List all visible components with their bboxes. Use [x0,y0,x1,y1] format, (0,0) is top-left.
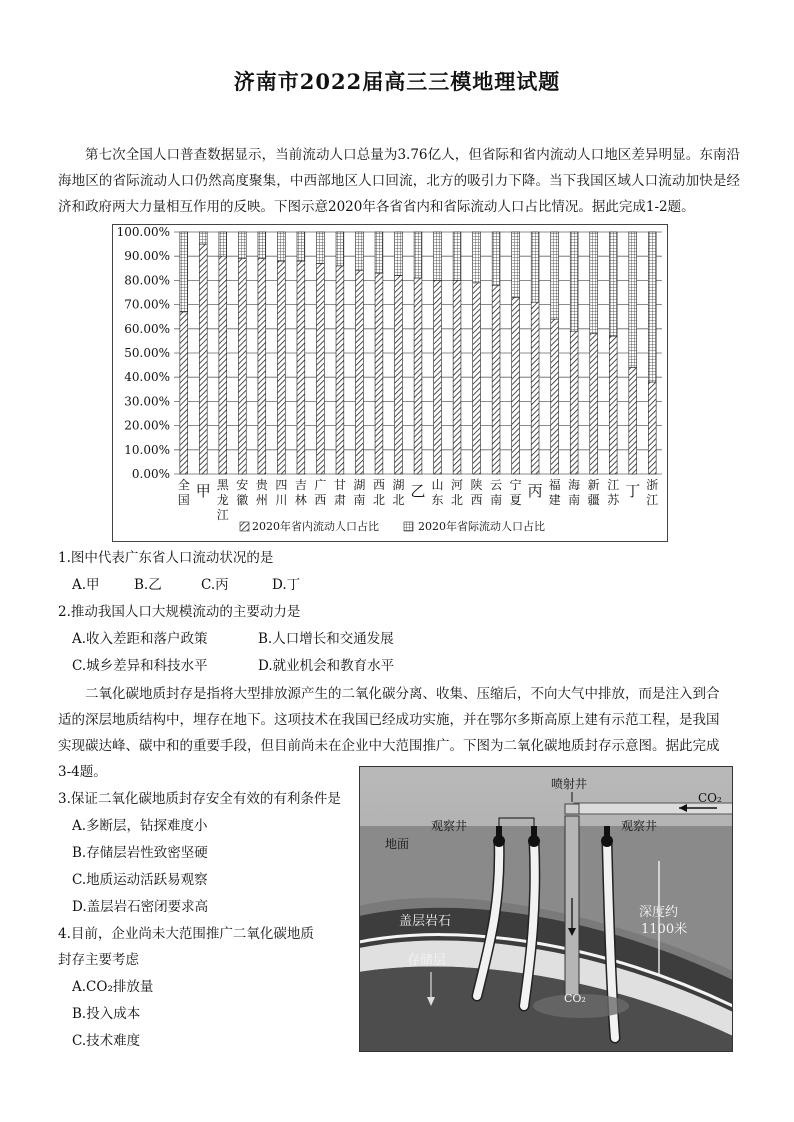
bar-inter-province [316,232,324,263]
q3-option-b[interactable]: B.存储层岩性致密坚硬 [72,845,208,861]
legend-swatch-inter [404,522,413,531]
x-category-label: 丁 [625,482,641,500]
y-tick-label: 80.00% [124,273,170,288]
legend-swatch-intra [240,522,249,531]
bar-intra-province [219,256,227,474]
x-category-label: 北 [392,493,405,507]
bar-intra-province [473,283,481,474]
intro-passage-2-line-1: 二氧化碳地质封存是指将大型排放源产生的二氧化碳分离、收集、压缩后，不向大气中排放，而是注入到合 [85,686,720,702]
legend-label-inter: 2020年省际流动人口占比 [418,520,545,533]
bar-inter-province [336,232,344,266]
question-1-stem: 1.图中代表广东省人口流动状况的是 [58,550,274,566]
bar-intra-province [609,336,617,474]
depth-label-line-2: 1100米 [641,922,688,937]
y-tick-label: 0.00% [131,467,170,481]
x-category-label: 南 [568,493,581,507]
bar-intra-province [512,297,520,474]
x-category-label: 陕 [470,478,483,492]
q4-option-a[interactable]: A.CO₂排放量 [72,979,154,995]
x-category-label: 乙 [410,482,426,500]
bar-intra-province [551,319,559,474]
x-category-label: 龙 [216,493,229,507]
x-category-label: 福 [548,478,561,492]
co2-inlet-label: CO₂ [698,791,722,805]
bar-intra-province [590,334,598,474]
bar-inter-province [375,232,383,273]
q3-option-c[interactable]: C.地质运动活跃易观察 [72,872,208,888]
x-category-label: 西 [470,493,483,507]
q1-option-a[interactable]: A.甲 [72,577,100,593]
x-category-label: 浙 [646,478,659,492]
x-category-label: 西 [314,493,327,507]
x-category-label: 新 [587,478,600,492]
bar-inter-province [277,232,285,261]
y-tick-label: 70.00% [124,297,170,312]
y-tick-label: 10.00% [124,442,170,457]
bar-inter-province [590,232,598,334]
bar-inter-province [180,232,188,312]
question-3-stem: 3.保证二氧化碳地质封存安全有效的有利条件是 [58,791,341,807]
bar-inter-province [395,232,403,276]
bar-intra-province [434,280,442,474]
depth-label-line-1: 深度约 [639,905,679,920]
x-category-label: 贵 [255,478,268,492]
x-category-label: 林 [294,493,307,507]
q1-option-b[interactable]: B.乙 [134,577,162,593]
x-category-label: 吉 [294,478,307,492]
y-tick-label: 100.00% [116,225,170,239]
injection-well-head [565,804,579,814]
x-category-label: 山 [431,478,444,492]
x-category-label: 湖 [353,478,366,492]
bar-inter-province [219,232,227,256]
x-category-label: 东 [431,493,444,507]
q2-option-b[interactable]: B.人口增长和交通发展 [258,631,394,647]
intro-passage-2-line-3: 实现碳达峰、碳中和的重要手段，但目前尚未在企业中大范围推广。下图为二氧化碳地质封存示意图。据此完成 [58,738,720,754]
y-tick-label: 60.00% [124,321,170,336]
question-4-stem-line-2: 封存主要考虑 [58,952,139,968]
x-category-label: 海 [568,478,581,492]
bar-intra-province [356,271,364,474]
bar-inter-province [609,232,617,336]
bar-intra-province [180,312,188,474]
observation-well-right-label: 观察井 [621,819,658,833]
bar-intra-province [336,266,344,474]
x-category-label: 夏 [509,493,522,507]
bar-intra-province [648,382,656,474]
x-category-label: 肃 [333,493,346,507]
x-category-label: 北 [451,493,464,507]
x-category-label: 四 [275,478,288,492]
injection-well-label: 喷射井 [551,777,588,791]
storage-layer-label: 存储层 [407,953,447,968]
bar-intra-province [277,261,285,474]
q2-option-a[interactable]: A.收入差距和落户政策 [72,631,208,647]
bar-intra-province [492,285,500,474]
question-2-stem: 2.推动我国人口大规模流动的主要动力是 [58,604,301,620]
bar-intra-province [238,259,246,474]
question-4-stem-line-1: 4.目前，企业尚未大范围推广二氧化碳地质 [58,926,314,942]
bar-intra-province [570,331,578,474]
q1-option-d[interactable]: D.丁 [272,577,301,593]
x-category-label: 川 [275,493,288,507]
bar-inter-province [648,232,656,382]
x-category-label: 甲 [195,482,211,500]
bar-intra-province [297,261,305,474]
bar-inter-province [531,232,539,302]
x-category-label: 河 [451,478,464,492]
co2-storage-diagram [359,766,733,1052]
bar-intra-province [629,368,637,474]
x-category-label: 州 [255,493,268,507]
x-category-label: 南 [353,493,366,507]
bar-inter-province [199,232,207,244]
x-category-label: 江 [216,508,229,522]
observation-well-left-label: 观察井 [431,819,468,833]
x-category-label: 西 [372,478,385,492]
x-category-label: 丙 [527,482,543,500]
q3-option-a[interactable]: A.多断层，钻探难度小 [72,818,208,834]
y-tick-label: 30.00% [124,394,170,409]
x-category-label: 疆 [587,493,600,507]
bar-inter-province [414,232,422,278]
bar-intra-province [414,278,422,474]
x-category-label: 南 [490,493,503,507]
intro-passage-2-line-2: 适的深层地质结构中，埋存在地下。这项技术在我国已经成功实施，并在鄂尔多斯高原上建有示范工程，是我国 [58,712,720,728]
x-category-label: 云 [490,478,503,492]
bar-inter-province [492,232,500,285]
bar-inter-province [570,232,578,331]
x-category-label: 江 [607,478,620,492]
bar-intra-province [316,263,324,474]
q4-option-c[interactable]: C.技术难度 [72,1033,141,1049]
q2-option-c[interactable]: C.城乡差异和科技水平 [72,658,208,674]
q4-option-b[interactable]: B.投入成本 [72,1006,141,1022]
bar-intra-province [531,302,539,474]
x-category-label: 全 [177,478,190,492]
x-category-label: 徽 [236,493,249,507]
population-flow-chart [112,224,668,542]
bar-inter-province [473,232,481,283]
q1-option-c[interactable]: C.丙 [201,577,229,593]
bar-intra-province [395,276,403,474]
bar-intra-province [199,244,207,474]
bar-inter-province [512,232,520,297]
q2-option-d[interactable]: D.就业机会和教育水平 [258,658,395,674]
x-category-label: 国 [177,493,190,507]
x-category-label: 甘 [333,478,346,492]
bar-inter-province [238,232,246,259]
y-tick-label: 90.00% [124,249,170,264]
bar-inter-province [297,232,305,261]
x-category-label: 黑 [216,478,229,492]
bar-inter-province [453,232,461,280]
bar-intra-province [375,273,383,474]
x-category-label: 湖 [392,478,405,492]
intro-passage-2-line-4: 3-4题。 [58,764,107,780]
y-tick-label: 40.00% [124,370,170,385]
bar-inter-province [629,232,637,368]
q3-option-d[interactable]: D.盖层岩石密闭要求高 [72,899,209,915]
x-category-label: 苏 [607,493,620,507]
y-tick-label: 20.00% [124,418,170,433]
cap-rock-label: 盖层岩石 [399,914,452,929]
x-category-label: 广 [314,478,327,492]
x-category-label: 宁 [509,478,522,492]
bar-inter-province [551,232,559,319]
bar-inter-province [356,232,364,271]
bar-intra-province [453,280,461,474]
intro-passage-1: 第七次全国人口普查数据显示，当前流动人口总量为3.76亿人，但省际和省内流动人口地区差异明显。东南沿海地区的省际流动人口仍然高度聚集，中西部地区人口回流，北方的吸引力下降。当下我国区域人口流动加快是经济和政府两大力量相互作用的反映。下图示意2020年各省省内和省际流动人口占比情况。据此完成1-2题。 [58,147,740,215]
x-category-label: 江 [646,493,659,507]
bar-intra-province [258,259,266,474]
page-title: 济南市2022届高三三模地理试题 [233,69,561,94]
x-category-label: 安 [236,478,249,492]
bar-inter-province [258,232,266,259]
legend-label-intra: 2020年省内流动人口占比 [252,520,379,533]
ground-label: 地面 [385,837,410,851]
x-category-label: 北 [372,493,385,507]
co2-bottom-label: CO₂ [564,992,586,1005]
bar-inter-province [434,232,442,280]
y-tick-label: 50.00% [124,346,170,360]
x-category-label: 建 [548,493,561,507]
